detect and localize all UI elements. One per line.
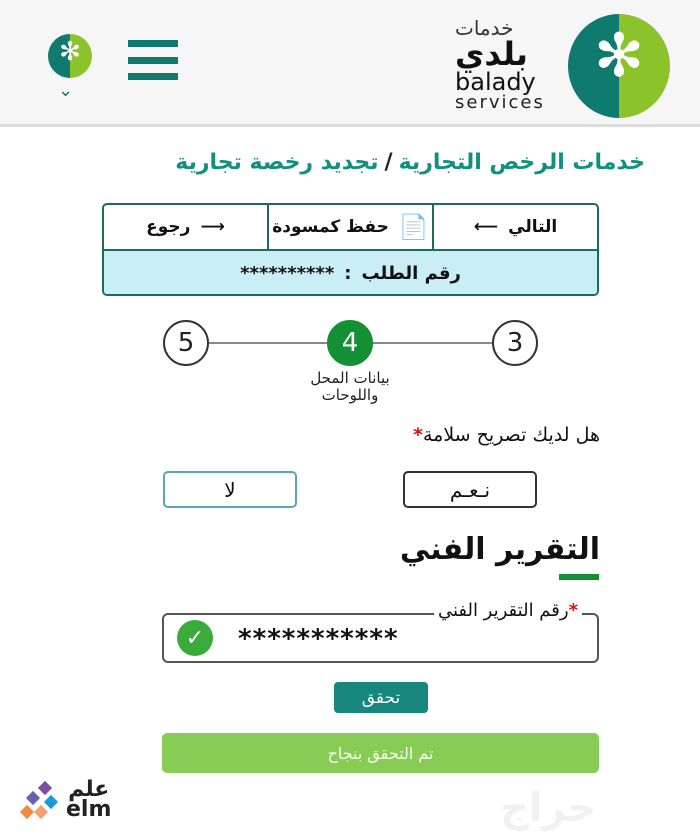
request-number bbox=[104, 251, 597, 296]
title-underline bbox=[559, 574, 599, 580]
required-mark: * bbox=[413, 424, 423, 446]
elm-en: elm bbox=[66, 797, 112, 822]
palm-icon: ✻ bbox=[593, 21, 645, 92]
document-icon: 📄 bbox=[398, 213, 429, 241]
brand-text bbox=[455, 18, 555, 112]
arrow-left-icon: ⟵ bbox=[473, 217, 499, 237]
save-draft-label: حفظ كمسودة bbox=[272, 217, 389, 237]
next-label: التالي bbox=[508, 217, 558, 237]
breadcrumb-current: تجديد رخصة تجارية bbox=[175, 150, 379, 175]
elm-mark-icon bbox=[18, 781, 60, 819]
success-banner: تم التحقق بنجاح bbox=[162, 733, 599, 773]
balady-logo[interactable] bbox=[568, 14, 670, 118]
option-no-button[interactable]: لا bbox=[163, 471, 297, 508]
app-header bbox=[0, 0, 700, 127]
step-5[interactable]: 5 bbox=[163, 320, 209, 366]
request-label: رقم الطلب bbox=[361, 263, 461, 284]
form-toolbar bbox=[102, 203, 599, 296]
step-3[interactable]: 3 bbox=[492, 320, 538, 366]
back-button[interactable] bbox=[104, 205, 267, 249]
brand-en-sub: services bbox=[455, 92, 545, 113]
safety-question bbox=[413, 424, 600, 446]
hamburger-menu-icon[interactable] bbox=[128, 40, 178, 80]
section-title: التقرير الفني bbox=[399, 532, 600, 567]
request-value: ********** bbox=[240, 263, 335, 284]
verify-button[interactable]: تحقق bbox=[334, 682, 428, 713]
field-label-text: رقم التقرير الفني bbox=[437, 600, 569, 621]
breadcrumb-separator: / bbox=[384, 150, 393, 175]
field-label bbox=[434, 600, 582, 621]
haraj-watermark: حراج bbox=[500, 785, 597, 831]
safety-question-text: هل لديك تصريح سلامة bbox=[422, 424, 600, 446]
request-separator: : bbox=[344, 263, 352, 284]
field-value: *********** bbox=[238, 624, 399, 654]
profile-logo-button[interactable] bbox=[48, 34, 92, 78]
step-4-label: بيانات المحل واللوحات bbox=[310, 369, 390, 404]
palm-icon: ✻ bbox=[59, 37, 81, 68]
brand-ar-top: خدمات bbox=[455, 16, 514, 40]
check-circle-icon: ✓ bbox=[177, 620, 213, 656]
save-draft-button[interactable] bbox=[267, 205, 432, 249]
step-4[interactable]: 4 bbox=[327, 320, 373, 366]
arrow-right-icon: ⟶ bbox=[200, 217, 225, 237]
elm-logo bbox=[18, 777, 112, 822]
breadcrumb-parent[interactable]: خدمات الرخص التجارية bbox=[398, 150, 645, 175]
brand-ar-main: بلدي bbox=[455, 35, 528, 73]
chevron-down-icon[interactable]: ⌄ bbox=[58, 80, 74, 101]
brand-en-main: balady bbox=[455, 68, 536, 96]
required-mark: * bbox=[568, 600, 578, 621]
elm-ar: علم bbox=[68, 777, 110, 802]
breadcrumb bbox=[175, 150, 645, 175]
option-yes-button[interactable]: نـعـم bbox=[403, 471, 537, 508]
next-button[interactable] bbox=[432, 205, 597, 249]
back-label: رجوع bbox=[146, 217, 191, 237]
